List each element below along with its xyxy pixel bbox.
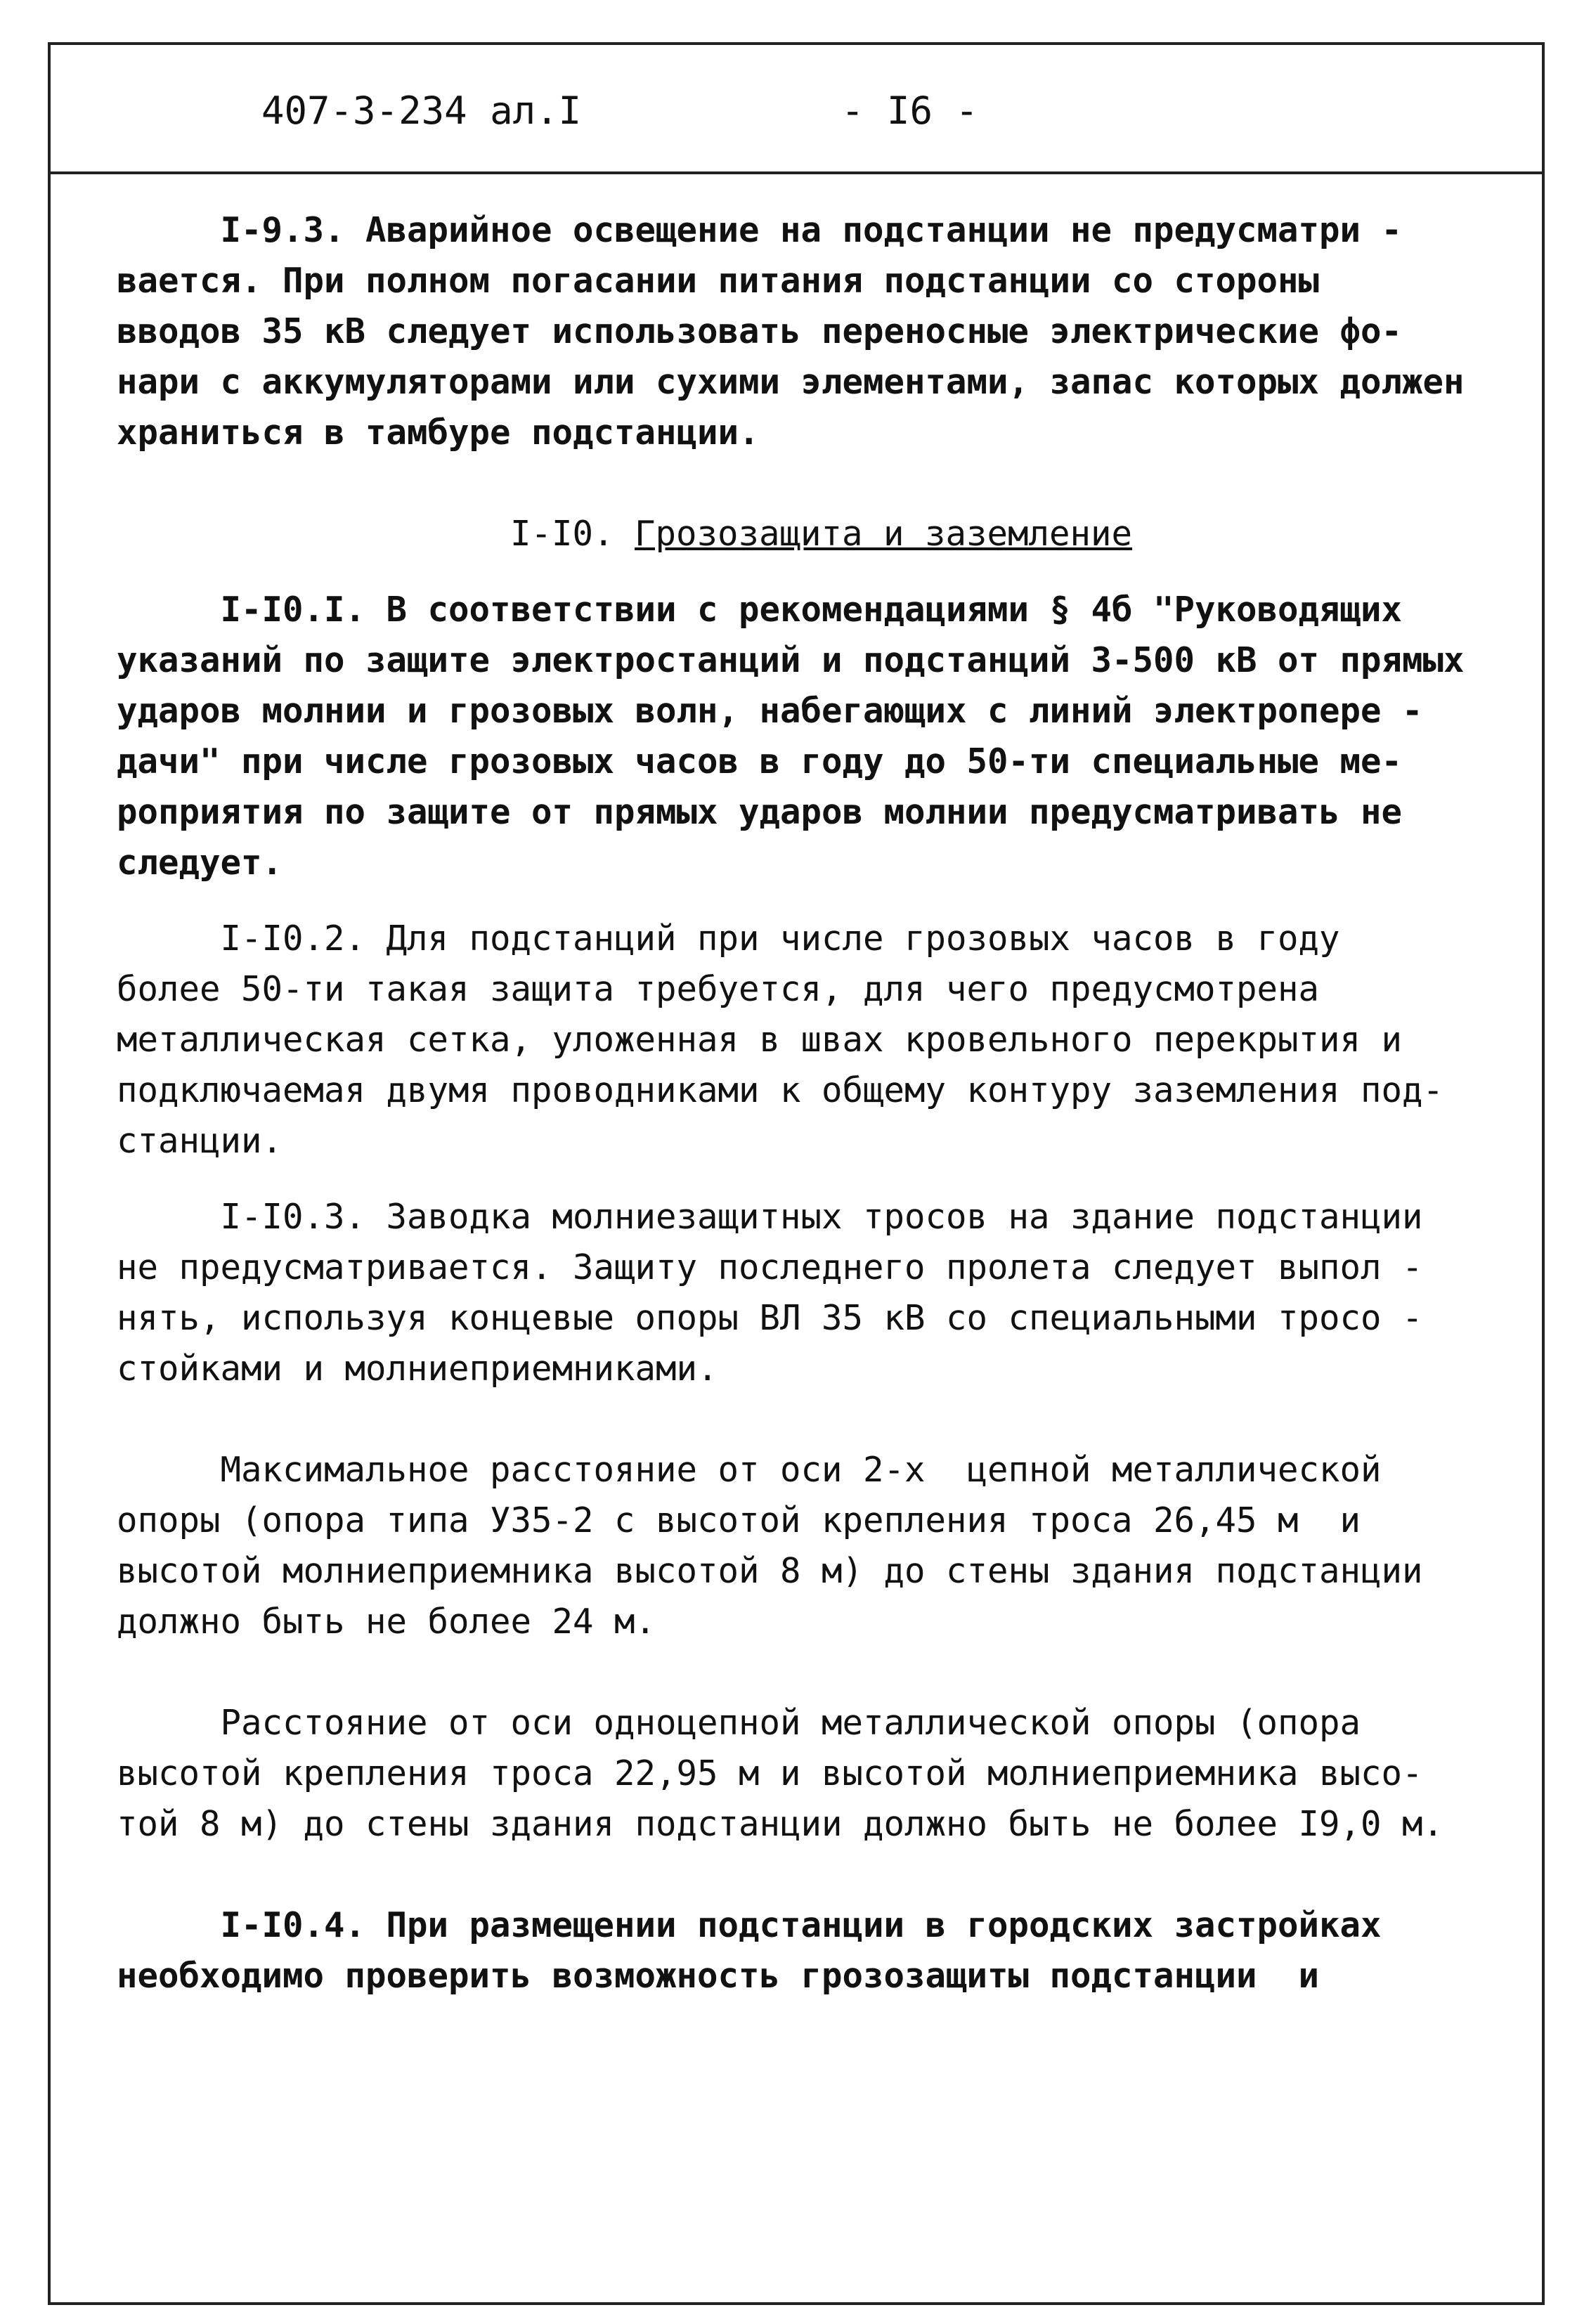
section-heading	[117, 509, 1529, 559]
page-header	[51, 45, 1542, 174]
paragraph-max-distance	[117, 1445, 1529, 1647]
document-body	[117, 205, 1529, 2001]
page-number: - I6 -	[841, 89, 979, 133]
paragraph-1-10-4	[117, 1900, 1529, 2001]
text-line: не предусматривается. Защиту последнего пролета следует выпол -	[117, 1247, 1423, 1287]
text-line: указаний по защите электростанций и подстанций 3-500 кВ от прямых	[117, 640, 1465, 680]
text-line: высотой крепления троса 22,95 м и высотой молниеприемника высо-	[117, 1753, 1423, 1793]
text-line: I-I0.2. Для подстанций при числе грозовых часов в году	[117, 918, 1340, 959]
paragraph-distance-single	[117, 1698, 1529, 1850]
text-line: металлическая сетка, уложенная в швах кровельного перекрытия и	[117, 1020, 1403, 1060]
text-line: I-I0.I. В соответствии с рекомендациями § 4б "Руководящих	[117, 590, 1403, 630]
text-line: роприятия по защите от прямых ударов молнии предусматривать не	[117, 792, 1403, 832]
section-number: I-I0.	[510, 514, 614, 554]
document-code: 407-3-234 ал.I	[261, 89, 582, 133]
text-line: более 50-ти такая защита требуется, для чего предусмотрена	[117, 969, 1320, 1009]
text-line: опоры (опора типа У35-2 с высотой крепления троса 26,45 м и	[117, 1500, 1361, 1540]
page-frame	[48, 42, 1545, 2305]
paragraph-1-10-1	[117, 585, 1529, 888]
section-title: Грозозащита и заземление	[635, 514, 1133, 554]
text-line: Максимальное расстояние от оси 2-х цепной металлической	[117, 1450, 1382, 1490]
text-line: вводов 35 кВ следует использовать переносные электрические фо-	[117, 311, 1403, 351]
text-line: той 8 м) до стены здания подстанции должно быть не более I9,0 м.	[117, 1804, 1444, 1844]
paragraph-1-10-2	[117, 914, 1529, 1167]
text-line: следует.	[117, 843, 283, 883]
text-line: дачи" при числе грозовых часов в году до 50-ти специальные ме-	[117, 741, 1403, 781]
text-line: стойками и молниеприемниками.	[117, 1349, 718, 1389]
text-line: нари с аккумуляторами или сухими элементами, запас которых должен	[117, 362, 1465, 402]
text-line: ударов молнии и грозовых волн, набегающих с линий электропере -	[117, 691, 1423, 731]
text-line: необходимо проверить возможность грозозащиты подстанции и	[117, 1956, 1320, 1996]
text-line: I-9.3. Аварийное освещение на подстанции не предусматри -	[117, 210, 1403, 250]
text-line: станции.	[117, 1121, 283, 1161]
text-line: Расстояние от оси одноцепной металлической опоры (опора	[117, 1703, 1361, 1743]
text-line: должно быть не более 24 м.	[117, 1602, 656, 1642]
text-line: подключаемая двумя проводниками к общему контуру заземления под-	[117, 1070, 1444, 1110]
text-line: I-I0.3. Заводка молниезащитных тросов на здание подстанции	[117, 1197, 1423, 1237]
text-line: высотой молниеприемника высотой 8 м) до стены здания подстанции	[117, 1551, 1423, 1591]
text-line: вается. При полном погасании питания подстанции со стороны	[117, 261, 1320, 301]
text-line: нять, используя концевые опоры ВЛ 35 кВ со специальными тросо -	[117, 1298, 1423, 1338]
paragraph-1-10-3	[117, 1192, 1529, 1394]
text-line: I-I0.4. При размещении подстанции в городских застройках	[117, 1905, 1382, 1945]
text-line: храниться в тамбуре подстанции.	[117, 413, 760, 453]
paragraph-1-9-3	[117, 205, 1529, 458]
